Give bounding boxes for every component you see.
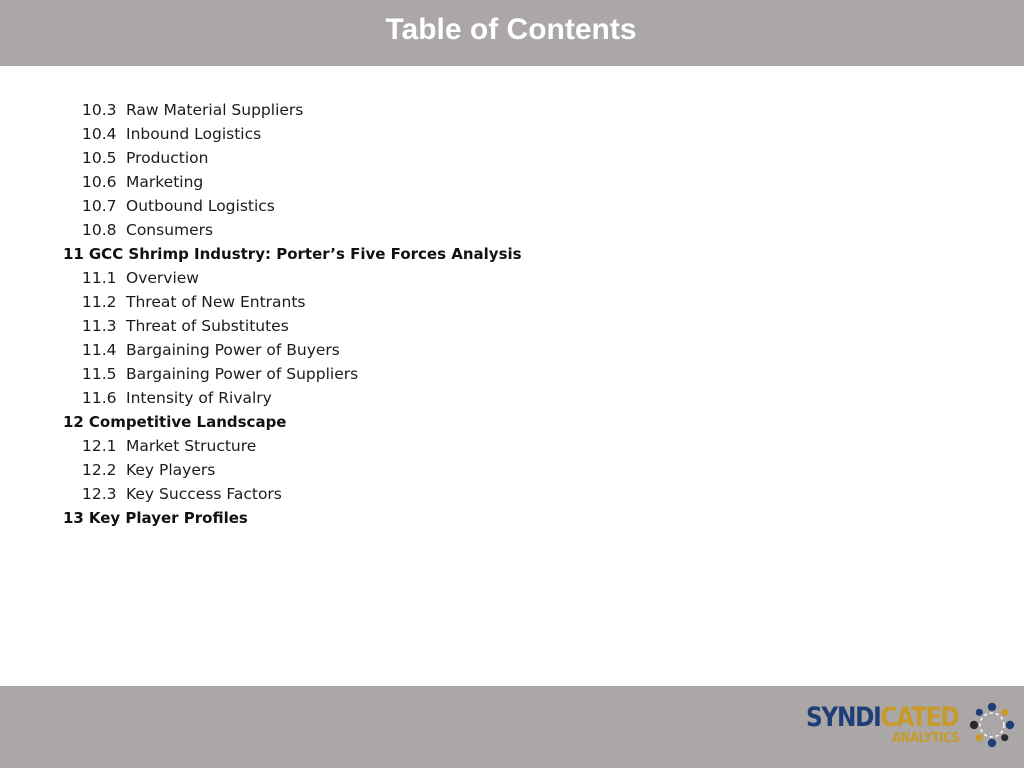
toc-entry-number: 10.5	[82, 149, 117, 167]
toc-entry-label: Key Player Profiles	[88, 509, 248, 527]
dotted-ring-logo-icon	[969, 702, 1015, 748]
toc-entry-label: Consumers	[126, 221, 214, 239]
toc-subsection-item	[63, 314, 763, 338]
toc-entry-number: 13	[63, 509, 84, 527]
toc-subsection-item	[63, 266, 763, 290]
toc-entry-number: 11.2	[82, 293, 117, 311]
toc-entry-label: Intensity of Rivalry	[126, 389, 272, 407]
logo-dot	[970, 721, 978, 729]
toc-subsection-item	[63, 122, 763, 146]
toc-entry-number: 10.3	[82, 101, 117, 119]
toc-entry-number: 10.8	[82, 221, 117, 239]
toc-subsection-item	[63, 434, 763, 458]
toc-subsection-item	[63, 146, 763, 170]
toc-entry-number: 10.7	[82, 197, 117, 215]
toc-subsection-item	[63, 98, 763, 122]
toc-entry-label: Inbound Logistics	[126, 125, 262, 143]
logo-dot	[988, 703, 996, 711]
toc-entry-number: 11.4	[82, 341, 117, 359]
toc-entry-number: 10.4	[82, 125, 117, 143]
toc-entry-label: Key Success Factors	[126, 485, 282, 503]
toc-entry-label: Competitive Landscape	[88, 413, 287, 431]
toc-subsection-item	[63, 482, 763, 506]
logo-wordmark-part-2: CATED	[880, 702, 959, 733]
toc-entry-label: Bargaining Power of Buyers	[126, 341, 340, 359]
logo-dot	[988, 739, 996, 747]
logo-dot	[1001, 734, 1008, 741]
toc-entry-number: 11.6	[82, 389, 117, 407]
table-of-contents-list	[63, 98, 763, 530]
toc-entry-number: 11.5	[82, 365, 117, 383]
toc-entry-number: 10.6	[82, 173, 117, 191]
toc-entry-number: 11.1	[82, 269, 117, 287]
toc-entry-label: Outbound Logistics	[126, 197, 275, 215]
toc-subsection-item	[63, 362, 763, 386]
toc-entry-label: Bargaining Power of Suppliers	[126, 365, 359, 383]
slide-header	[0, 0, 1024, 66]
toc-subsection-item	[63, 218, 763, 242]
logo-ring	[980, 713, 1004, 737]
toc-subsection-item	[63, 386, 763, 410]
toc-subsection-item	[63, 338, 763, 362]
toc-entry-number: 12.3	[82, 485, 117, 503]
page-title: Table of Contents	[385, 13, 637, 46]
toc-entry-label: Market Structure	[126, 437, 257, 455]
syndicated-analytics-logo	[806, 702, 1016, 752]
toc-entry-label: Raw Material Suppliers	[126, 101, 304, 119]
toc-section-heading	[63, 242, 763, 266]
toc-entry-label: Key Players	[126, 461, 216, 479]
toc-subsection-item	[63, 170, 763, 194]
toc-entry-number: 11	[63, 245, 84, 263]
logo-dot	[1006, 721, 1014, 729]
logo-dot	[976, 709, 983, 716]
logo-dot	[976, 734, 983, 741]
toc-section-heading	[63, 506, 763, 530]
toc-subsection-item	[63, 194, 763, 218]
toc-entry-label: Marketing	[126, 173, 204, 191]
toc-entry-label: Production	[126, 149, 209, 167]
toc-subsection-item	[63, 458, 763, 482]
toc-entry-label: Threat of Substitutes	[126, 317, 289, 335]
toc-section-heading	[63, 410, 763, 434]
toc-entry-label: Overview	[126, 269, 199, 287]
logo-dot	[1001, 709, 1008, 716]
toc-entry-number: 12.2	[82, 461, 117, 479]
toc-entry-number: 12.1	[82, 437, 117, 455]
logo-wordmark-bottom: ANALYTICS	[892, 731, 960, 746]
logo-wordmark-part-1: SYNDI	[806, 702, 881, 733]
toc-entry-label: Threat of New Entrants	[126, 293, 306, 311]
toc-entry-number: 12	[63, 413, 84, 431]
toc-entry-number: 11.3	[82, 317, 117, 335]
toc-entry-label: GCC Shrimp Industry: Porter’s Five Forces Analysis	[88, 245, 522, 263]
logo-wordmark-top	[806, 703, 958, 733]
toc-subsection-item	[63, 290, 763, 314]
